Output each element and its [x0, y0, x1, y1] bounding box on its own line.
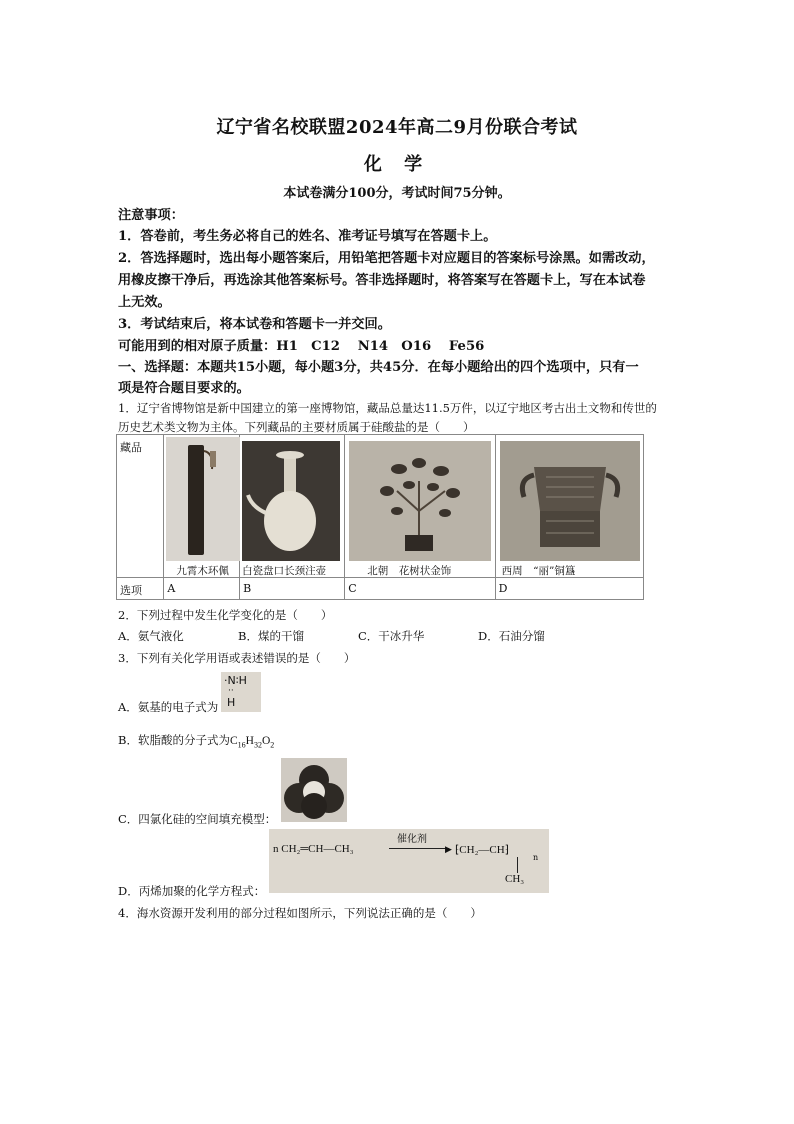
sicl4-model-image — [281, 758, 347, 822]
question-3-option-c: C．四氯化硅的空间填充模型： — [118, 812, 277, 826]
palmitic-acid-formula: $C_{16}H_{32}O_2$ — [229, 735, 275, 750]
jade-pendant-image — [166, 437, 240, 561]
notice-item: 1．答卷前，考生务必将自己的姓名、准考证号填写在答题卡上。 — [118, 229, 497, 244]
artifact-cell-a — [164, 435, 240, 578]
question-1-stem-cont: 历史艺术类文物为主体。下列藏品的主要材质属于硅酸盐的是（ ） — [118, 420, 475, 434]
question-2-option-b: B．煤的干馏 — [238, 629, 304, 643]
notice-item: 用橡皮擦干净后，再选涂其他答案标号。答非选择题时，将答案写在答题卡上，写在本试卷 — [118, 273, 646, 288]
option-cell: D — [495, 578, 643, 600]
artifact-cell-c — [345, 435, 495, 578]
section-heading: 一、选择题：本题共15小题，每小题3分，共45分．在每小题给出的四个选项中，只有一 — [118, 360, 639, 375]
option-cell: B — [240, 578, 345, 600]
section-heading-cont: 项是符合题目要求的。 — [118, 381, 250, 396]
artifact-caption: 白瓷盘口长颈注壶 — [242, 565, 327, 577]
question-2-stem: 2．下列过程中发生化学变化的是（ ） — [118, 608, 333, 622]
notice-item: 3．考试结束后，将本试卷和答题卡一并交回。 — [118, 317, 391, 332]
arrow-head-icon: ▶ — [445, 845, 452, 855]
amino-formula-dots: ·· — [228, 686, 234, 696]
subject-title: 化 学 — [363, 154, 431, 175]
artifact-photo — [349, 441, 491, 561]
artifact-table — [116, 434, 644, 600]
question-3-stem: 3．下列有关化学用语或表述错误的是（ ） — [118, 651, 356, 665]
artifact-photo — [500, 441, 640, 561]
artifact-photo — [166, 437, 240, 561]
amino-formula-top: ·N∶H — [224, 674, 247, 687]
notice-heading: 注意事项： — [118, 208, 184, 223]
option-cell: A — [164, 578, 240, 600]
table-row-label: 藏品 — [117, 435, 164, 578]
artifact-cell-b — [240, 435, 345, 578]
page-title: 辽宁省名校联盟2024年高二9月份联合考试 — [216, 117, 578, 138]
question-2-option-d: D．石油分馏 — [478, 629, 545, 643]
question-2-option-c: C．干冰升华 — [358, 629, 425, 643]
reaction-n: n — [533, 853, 539, 862]
amino-electron-formula — [221, 672, 261, 712]
artifact-cell-d — [495, 435, 643, 578]
artifact-caption: 九霄木环佩 — [176, 565, 229, 577]
artifact-photo — [242, 441, 340, 561]
question-1-stem: 1．辽宁省博物馆是新中国建立的第一座博物馆，藏品总量达11.5万件，以辽宁地区考古出土文物和传世的 — [118, 401, 657, 415]
notice-item: 上无效。 — [118, 295, 171, 310]
reaction-left: n CH₂═CH—CH₃ — [273, 843, 354, 855]
exam-info: 本试卷满分100分，考试时间75分钟。 — [283, 186, 511, 201]
artifact-caption: 北朝 花树状金饰 — [367, 565, 452, 577]
reaction-methyl: CH₃ — [505, 873, 525, 885]
catalyst-label: 催化剂 — [397, 834, 427, 845]
reaction-right: ⁅CH₂—CH⁆ — [455, 844, 509, 856]
question-3-option-b — [118, 732, 274, 749]
question-2-option-a: A．氨气液化 — [118, 629, 184, 643]
amino-formula-bottom: H — [227, 696, 236, 709]
gold-flower-ornament-image — [349, 441, 491, 561]
propene-polymerization-equation — [269, 829, 549, 893]
question-3-option-a: A．氨基的电子式为 — [118, 700, 219, 714]
sicl4-space-filling-model — [281, 758, 347, 822]
question-4-stem: 4．海水资源开发利用的部分过程如图所示，下列说法正确的是（ ） — [118, 906, 482, 920]
question-3-option-d: D．丙烯加聚的化学方程式： — [118, 884, 266, 898]
bronze-gui-image — [500, 441, 640, 561]
reaction-arrow — [389, 848, 449, 849]
table-row-label: 选项 — [117, 578, 164, 600]
notice-item: 2．答选择题时，选出每小题答案后，用铅笔把答题卡对应题目的答案标号涂黑。如需改动， — [118, 251, 655, 266]
porcelain-ewer-image — [242, 441, 340, 561]
atomic-mass-line: 可能用到的相对原子质量：H1 C12 N14 O16 Fe56 — [118, 339, 485, 354]
option-cell: C — [345, 578, 495, 600]
reaction-bond — [517, 857, 518, 873]
artifact-caption: 西周 “丽”铜簋 — [501, 565, 576, 577]
option-b-text: B．软脂酸的分子式为 — [118, 733, 230, 747]
